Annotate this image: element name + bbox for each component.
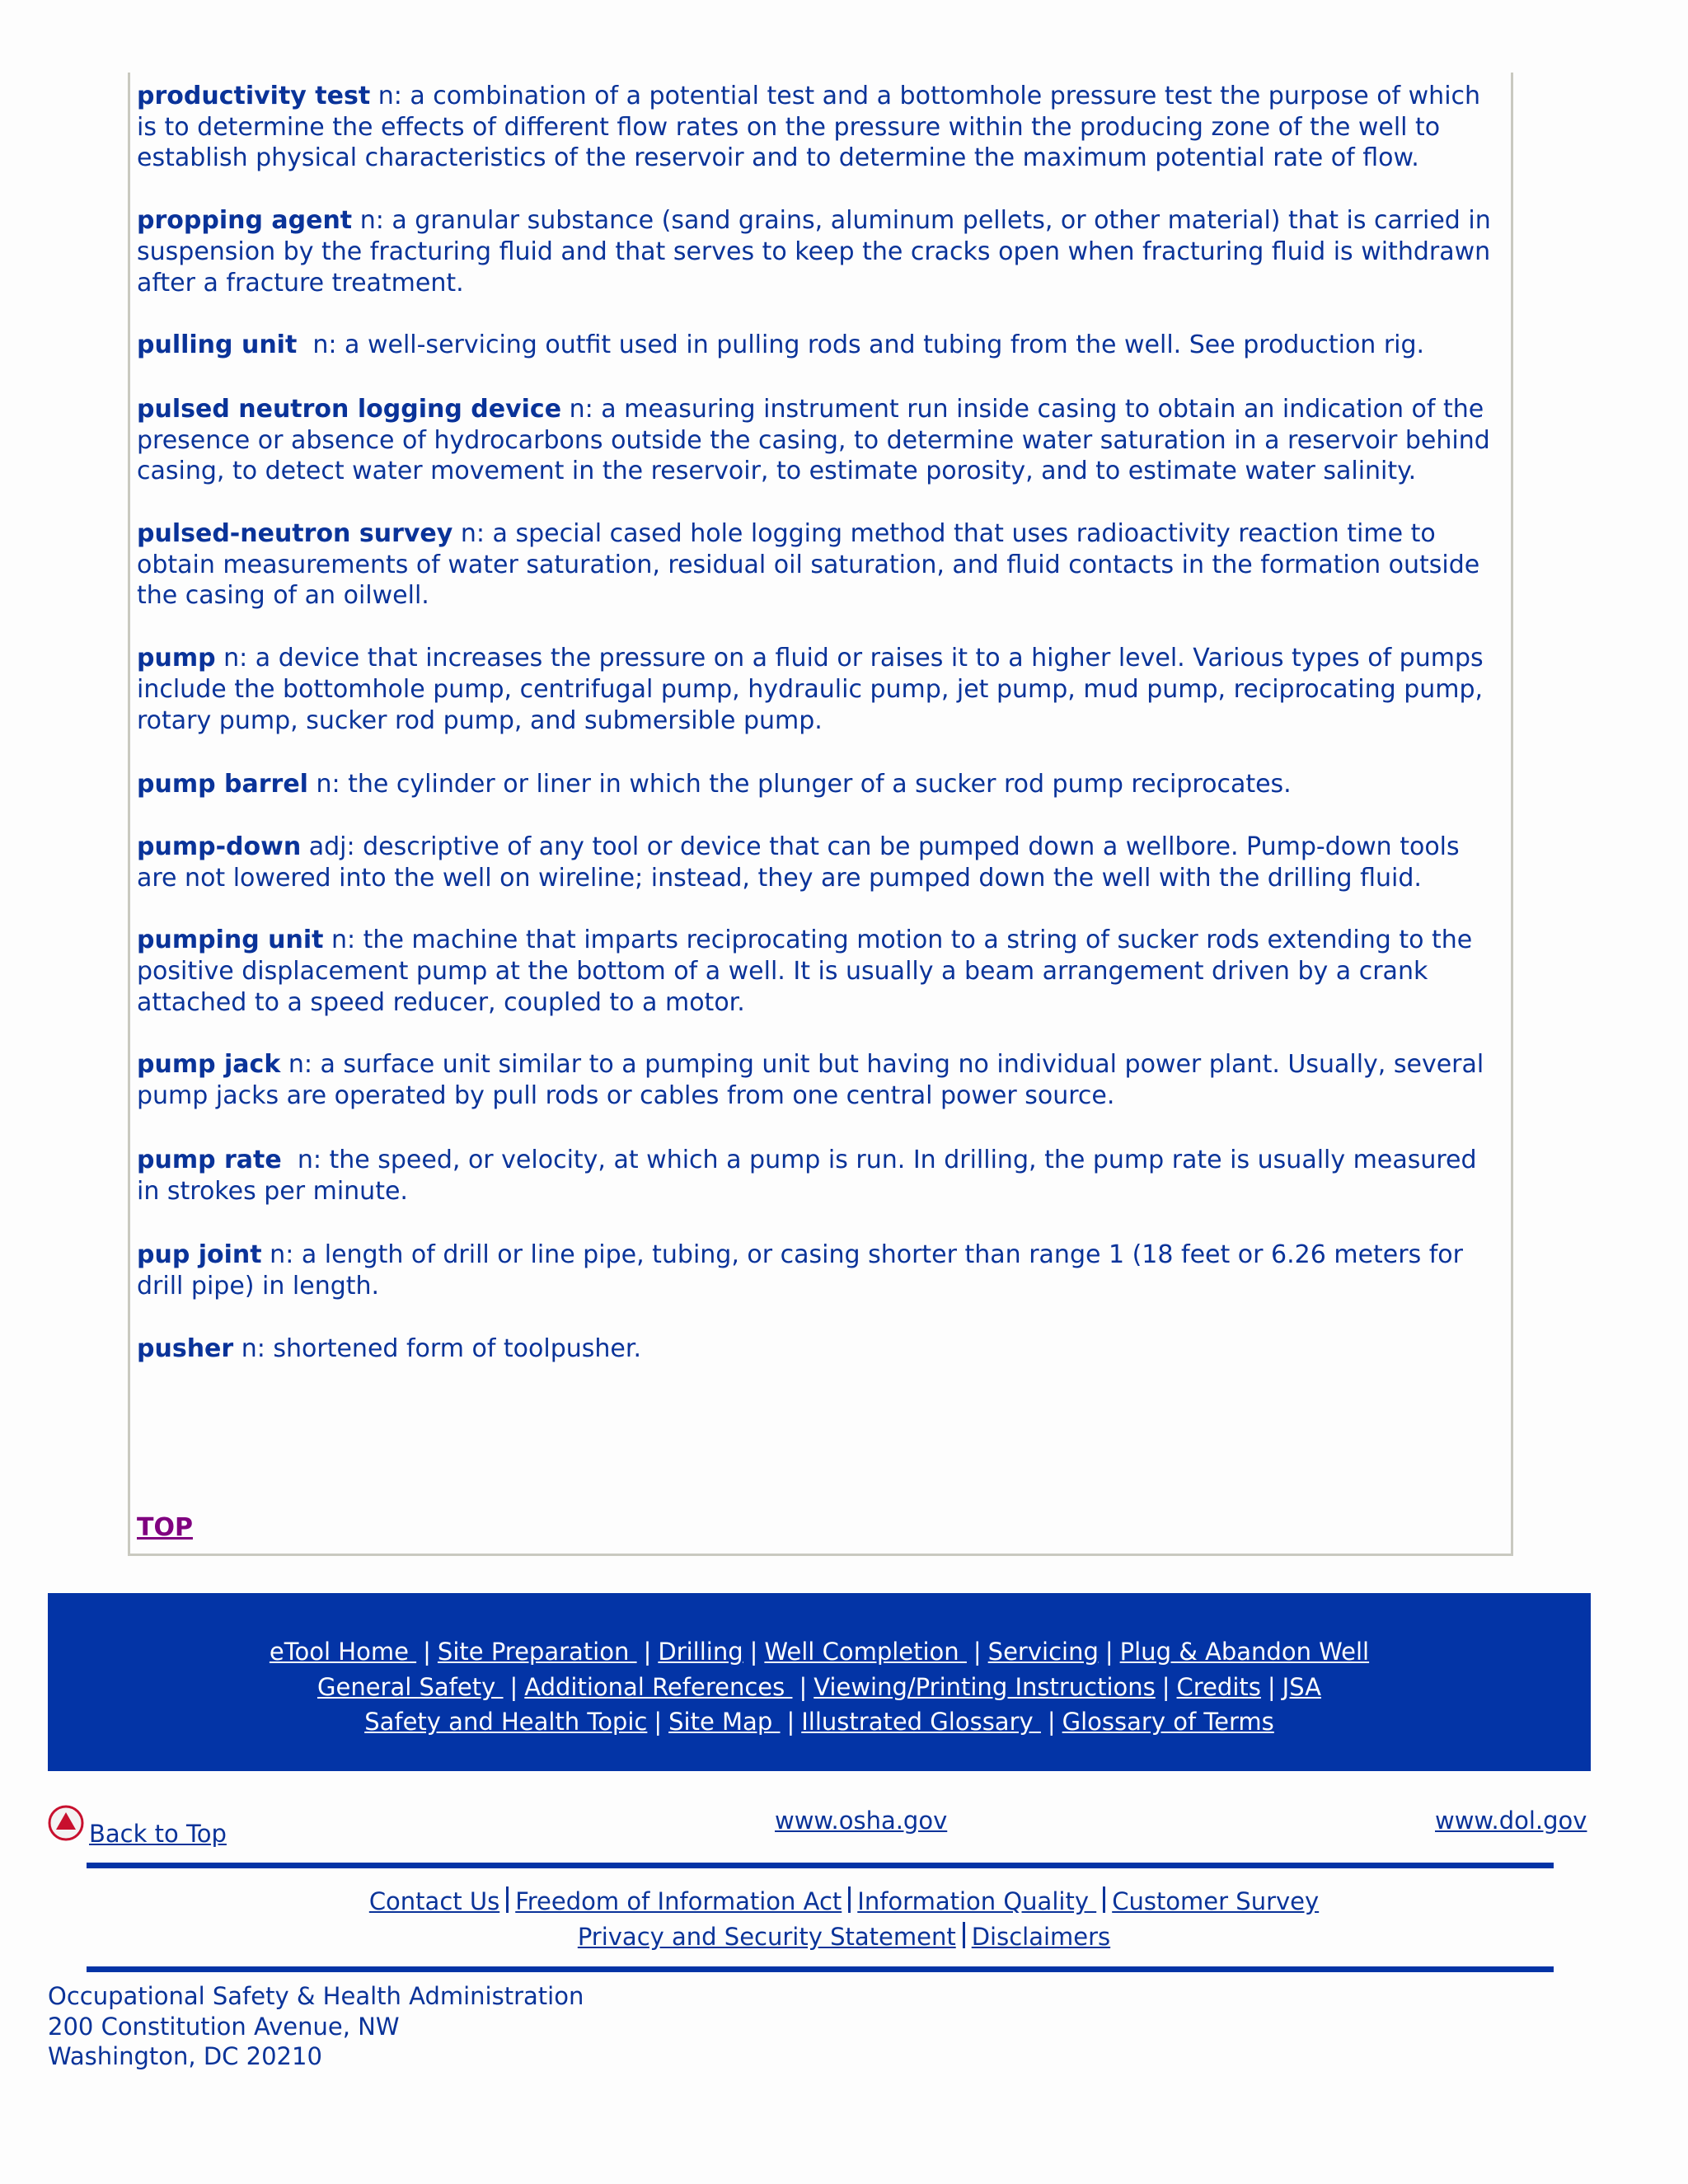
etool-nav [48,1593,1591,1771]
glossary-definition: n: the speed, or velocity, at which a pump is run. In drilling, the pump rate is usually measured in strokes per minute. [137,1145,1485,1206]
agency-address [48,1981,584,2072]
nav-separator: | [423,1638,431,1666]
glossary-term: pumping unit [137,926,324,955]
foia-link[interactable]: Freedom of Information Act [515,1887,842,1915]
nav-separator: | [786,1708,795,1736]
back-to-top[interactable] [48,1805,227,1848]
nav-separator: | [1104,1638,1114,1666]
osha-link[interactable]: www.osha.gov [775,1807,948,1835]
nav-separator: | [749,1638,758,1666]
nav-separator: | [799,1672,808,1701]
footer-links-row [0,1919,1688,1955]
divider [87,1863,1554,1868]
nav-link-additional-references[interactable]: Additional References [524,1672,793,1701]
nav-separator: | [643,1638,652,1666]
nav-separator: | [1161,1672,1170,1701]
nav-link-glossary-of-terms[interactable]: Glossary of Terms [1062,1708,1274,1736]
nav-link-illustrated-glossary[interactable]: Illustrated Glossary [801,1708,1041,1736]
glossary-definition: n: shortened form of toolpusher. [233,1333,641,1363]
disclaimers-link[interactable]: Disclaimers [971,1923,1111,1951]
nav-separator: | [973,1638,982,1666]
nav-link-well-completion[interactable]: Well Completion [764,1638,967,1666]
footer-separator [963,1922,965,1948]
nav-separator: | [1267,1672,1276,1701]
up-arrow-icon[interactable] [48,1805,84,1841]
address-line: 200 Constitution Avenue, NW [48,2012,400,2041]
nav-link-general-safety[interactable]: General Safety [317,1672,504,1701]
nav-link-servicing[interactable]: Servicing [987,1638,1099,1666]
nav-link-drilling[interactable]: Drilling [658,1638,743,1666]
nav-link-site-map[interactable]: Site Map [668,1708,781,1736]
nav-row [48,1634,1591,1670]
glossary-term: pulsed neutron logging device [137,394,562,424]
glossary-definition: n: the machine that imparts reciprocating motion to a string of sucker rods extending to the positive displacement pump at the bottom of a well. It is usually a beam arrangement driven by a crank attached to a speed reducer, coupled to a motor. [137,926,1473,1017]
customer-survey-link[interactable]: Customer Survey [1112,1887,1320,1915]
glossary-term: pump barrel [137,770,308,799]
glossary-term: pulling unit [137,330,298,360]
glossary-entry [137,1240,1505,1301]
nav-separator: | [654,1708,663,1736]
glossary-definition: n: a measuring instrument run inside casing to obtain an indication of the presence or absence of hydrocarbons outside the casing, to determine water saturation in a reservoir behind casing, to detect water movement in the reservoir, to estimate porosity, and to estimate water salinity. [137,394,1490,486]
nav-link-etool-home[interactable]: eTool Home [269,1638,417,1666]
privacy-security-link[interactable]: Privacy and Security Statement [577,1923,956,1951]
glossary-entry [137,518,1505,612]
glossary-entry [137,643,1505,736]
glossary-term: pup joint [137,1240,262,1270]
information-quality-link[interactable]: Information Quality [857,1887,1097,1915]
glossary-entry [137,394,1505,487]
glossary-definition: n: the cylinder or liner in which the plunger of a sucker rod pump reciprocates. [307,770,1292,799]
glossary-entry [137,832,1505,893]
glossary-entry [137,925,1505,1018]
nav-row [48,1704,1591,1740]
nav-link-viewing-printing[interactable]: Viewing/Printing Instructions [814,1672,1156,1701]
address-line: Washington, DC 20210 [48,2042,322,2070]
glossary-definition: n: a length of drill or line pipe, tubing, or casing shorter than range 1 (18 feet or 6.26 meters for drill pipe) in length. [137,1240,1463,1301]
glossary-entry [137,205,1505,298]
glossary-term: propping agent [137,206,353,236]
contact-us-link[interactable]: Contact Us [368,1887,500,1915]
divider [87,1966,1554,1972]
glossary-entry [137,1333,1505,1365]
nav-link-credits[interactable]: Credits [1176,1672,1261,1701]
glossary-entry [137,1145,1505,1207]
glossary-panel [128,73,1513,1556]
glossary-list [137,81,1505,1395]
nav-row [48,1670,1591,1705]
glossary-definition: n: a combination of a potential test and a bottomhole pressure test the purpose of which is to determine the effects of different flow rates on the pressure within the producing zone of the well to establish physical characteristics of the reservoir and to determine the maximum potential rate of flow. [137,82,1481,173]
footer-separator [506,1886,509,1913]
footer-links-row [0,1884,1688,1919]
nav-separator: | [509,1672,518,1701]
glossary-definition: adj: descriptive of any tool or device that can be pumped down a wellbore. Pump-down tools are not lowered into the well on wireline; instead, they are pumped down the well with the drilling fluid. [137,832,1460,893]
glossary-definition: n: a granular substance (sand grains, aluminum pellets, or other material) that is carried in suspension by the fracturing fluid and that serves to keep the cracks open when fracturing fluid is withdrawn after a fracture treatment. [137,206,1491,298]
nav-link-plug-abandon-well[interactable]: Plug & Abandon Well [1119,1638,1370,1666]
nav-link-jsa[interactable]: JSA [1282,1672,1321,1701]
nav-separator: | [1047,1708,1056,1736]
glossary-entry [137,81,1505,174]
glossary-definition: n: a well-servicing outfit used in pulling rods and tubing from the well. See production rig. [297,330,1425,360]
glossary-definition: n: a special cased hole logging method that uses radioactivity reaction time to obtain measurements of water saturation, residual oil saturation, and fluid contacts in the formation outside the casing of an oilwell. [137,519,1480,611]
glossary-term: productivity test [137,82,371,110]
nav-link-site-preparation[interactable]: Site Preparation [437,1638,637,1666]
glossary-term: pump rate [137,1145,282,1174]
glossary-entry [137,769,1505,800]
glossary-term: pump-down [137,832,302,861]
footer-separator [1103,1886,1105,1913]
back-to-top-link[interactable]: Back to Top [89,1820,227,1848]
nav-link-safety-health-topic[interactable]: Safety and Health Topic [364,1708,648,1736]
glossary-term: pulsed-neutron survey [137,519,453,549]
glossary-term: pump [137,644,216,673]
glossary-entry [137,1049,1505,1111]
footer-separator [848,1886,851,1913]
glossary-term: pump jack [137,1050,281,1080]
glossary-definition: n: a surface unit similar to a pumping unit but having no individual power plant. Usually, several pump jacks are operated by pull rods or cables from one central power source. [137,1050,1484,1111]
glossary-entry [137,330,1505,361]
top-link[interactable]: TOP [137,1513,193,1542]
dol-link[interactable]: www.dol.gov [1435,1807,1587,1835]
address-line: Occupational Safety & Health Administration [48,1982,584,2010]
glossary-definition: n: a device that increases the pressure on a fluid or raises it to a higher level. Various types of pumps include the bottomhole pump, centrifugal pump, hydraulic pump, jet pump, mud pump, reciprocating pump, rotary pump, sucker rod pump, and submersible pump. [137,644,1484,735]
glossary-term: pusher [137,1333,234,1363]
